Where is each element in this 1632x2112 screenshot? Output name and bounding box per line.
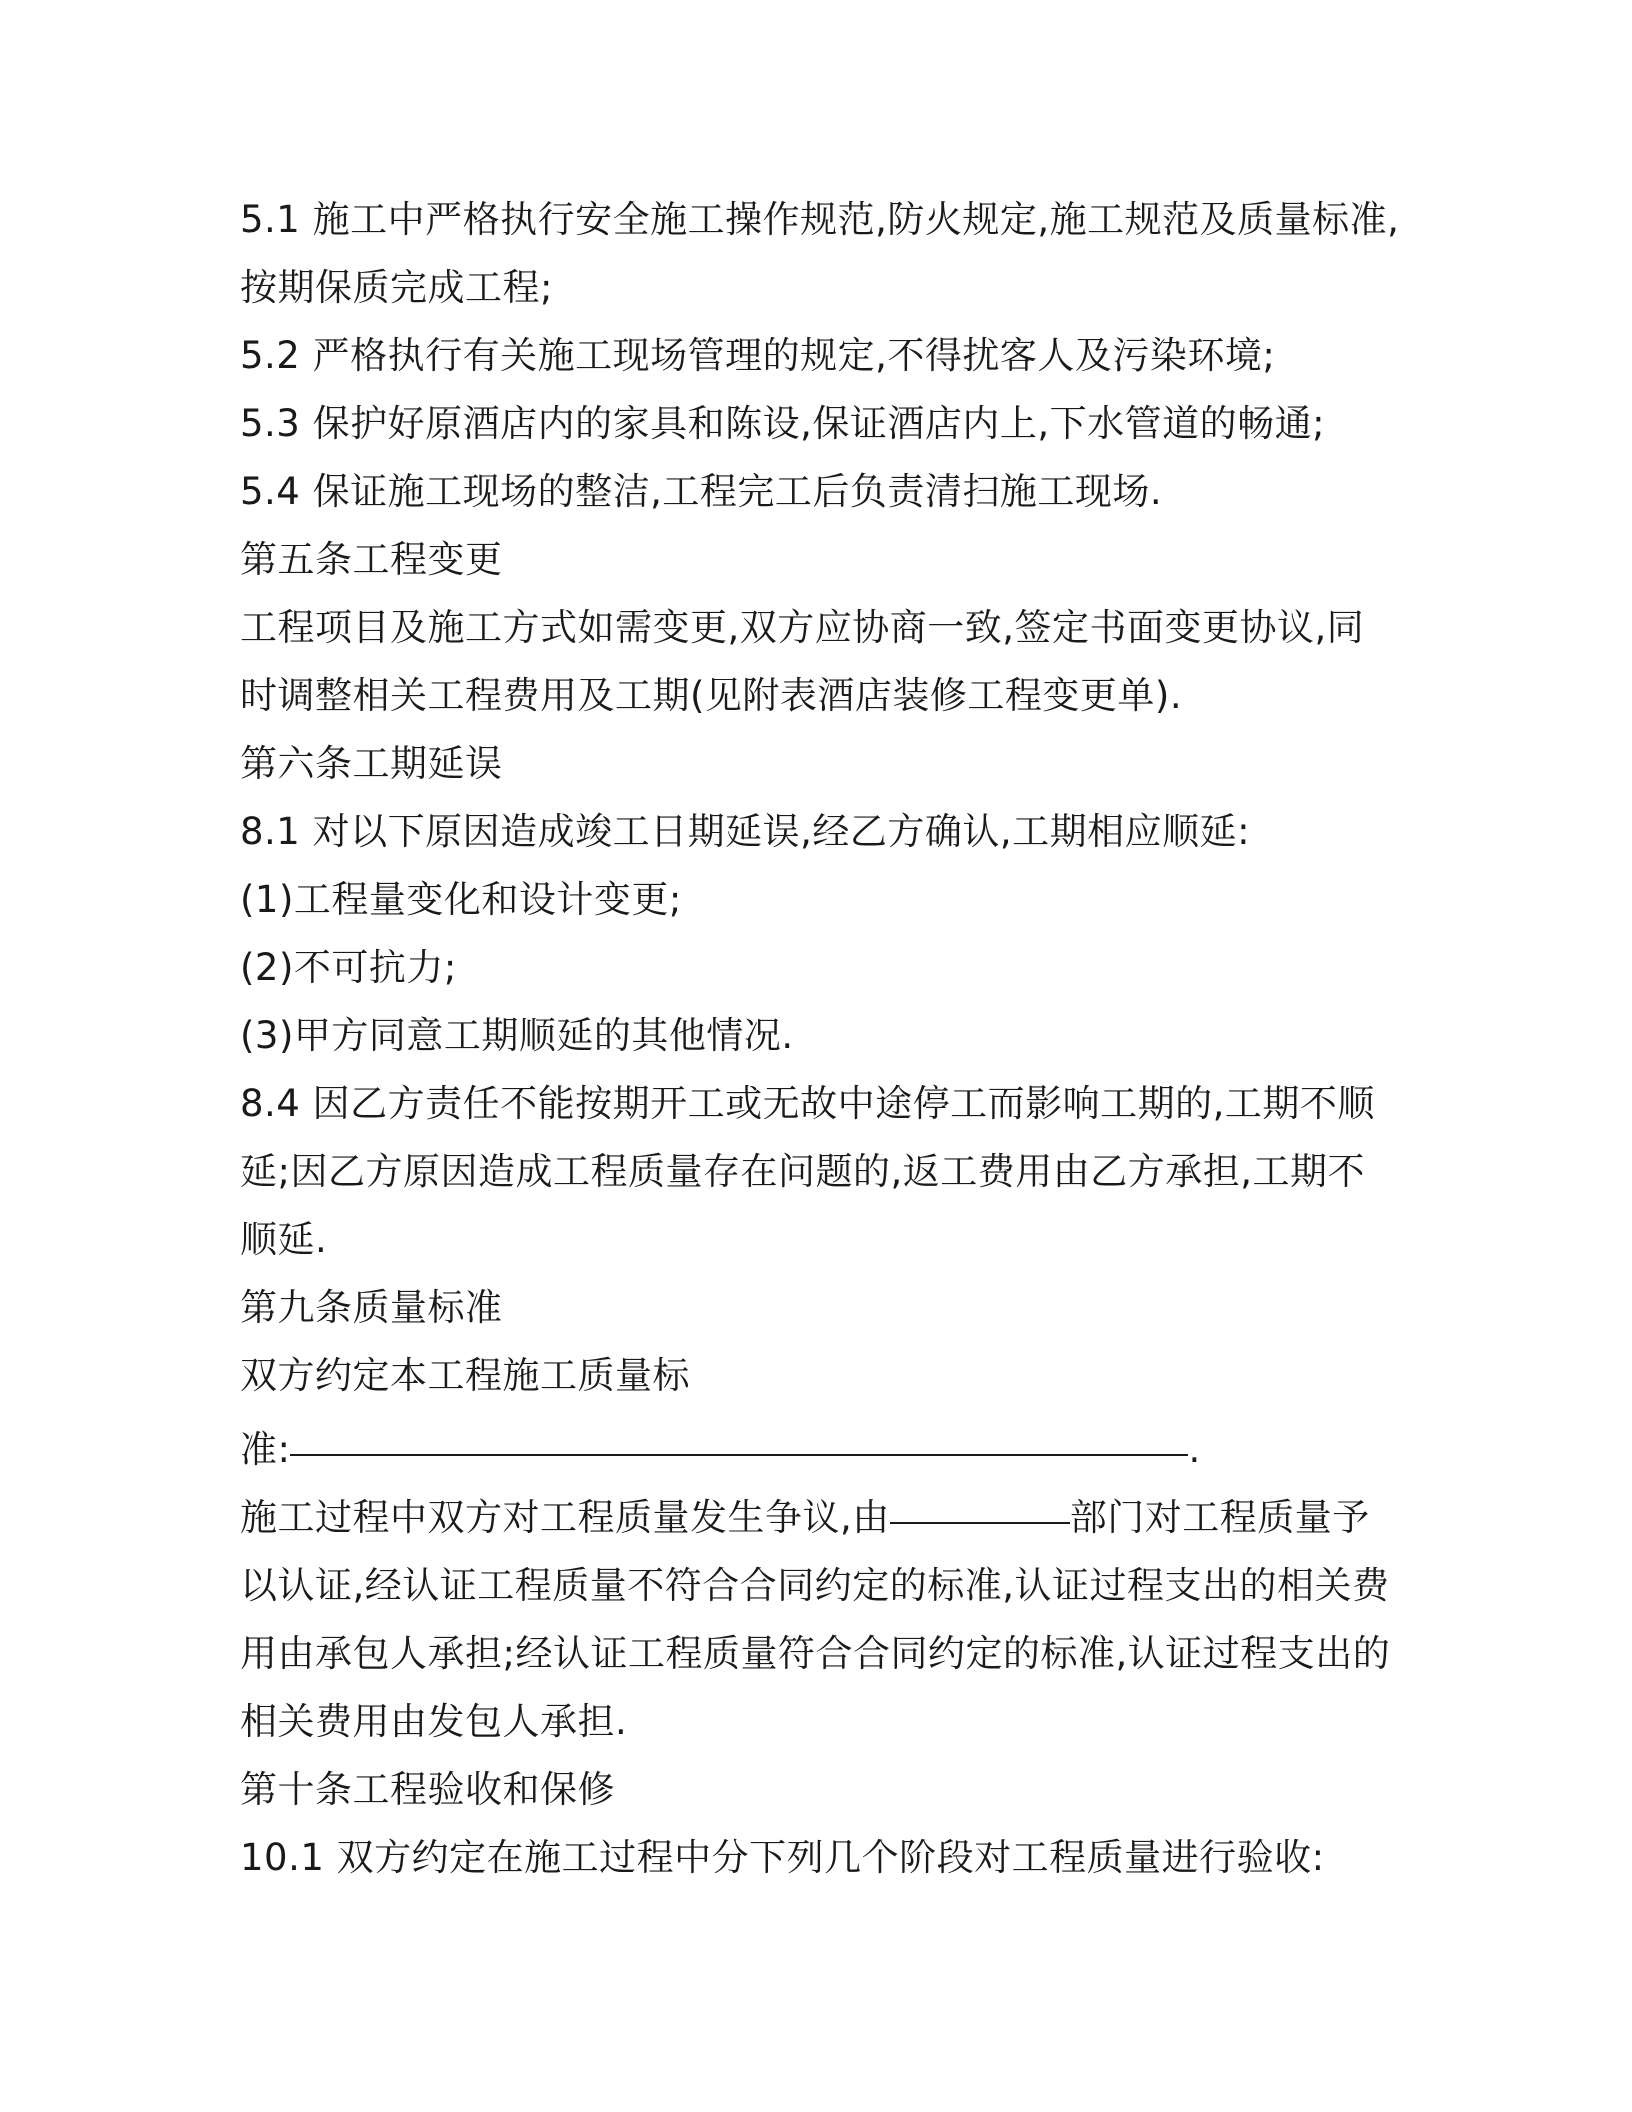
clause-5-3: 5.3 保护好原酒店内的家具和陈设,保证酒店内上,下水管道的畅通; [240,402,1326,445]
quality-standard-line-1: 双方约定本工程施工质量标 [240,1354,690,1397]
change-paragraph-line-2: 时调整相关工程费用及工期(见附表酒店装修工程变更单). [240,674,1183,717]
list-item-2: (2)不可抗力; [240,946,457,989]
section-heading-10: 第十条工程验收和保修 [240,1768,615,1811]
change-paragraph-line-1: 工程项目及施工方式如需变更,双方应协商一致,签定书面变更协议,同 [240,606,1365,649]
clause-5-4: 5.4 保证施工现场的整洁,工程完工后负责清扫施工现场. [240,470,1163,513]
list-item-3: (3)甲方同意工期顺延的其他情况. [240,1014,794,1057]
section-heading-5: 第五条工程变更 [240,538,503,581]
department-blank [890,1484,1070,1524]
dispute-suffix: 部门对工程质量予 [1069,1496,1370,1539]
dispute-paragraph-line-2: 以认证,经认证工程质量不符合合同约定的标准,认证过程支出的相关费 [240,1564,1390,1607]
clause-5-1-line-2: 按期保质完成工程; [240,266,553,309]
section-heading-9: 第九条质量标准 [240,1286,503,1329]
dispute-paragraph-line-4: 相关费用由发包人承担. [240,1700,628,1743]
clause-8-4-line-1: 8.4 因乙方责任不能按期开工或无故中途停工而影响工期的,工期不顺 [240,1082,1375,1125]
quality-standard-suffix: . [1188,1428,1201,1471]
clause-10-1: 10.1 双方约定在施工过程中分下列几个阶段对工程质量进行验收: [240,1836,1325,1879]
dispute-paragraph-line-3: 用由承包人承担;经认证工程质量符合合同约定的标准,认证过程支出的 [240,1632,1391,1675]
clause-8-4-line-2: 延;因乙方原因造成工程质量存在问题的,返工费用由乙方承担,工期不 [240,1150,1365,1193]
dispute-paragraph-line-1 [240,1484,1400,1552]
quality-standard-prefix: 准: [240,1428,291,1471]
list-item-1: (1)工程量变化和设计变更; [240,878,682,921]
clause-8-4-line-3: 顺延. [240,1218,328,1261]
clause-5-2: 5.2 严格执行有关施工现场管理的规定,不得扰客人及污染环境; [240,334,1276,377]
section-heading-6: 第六条工期延误 [240,742,503,785]
quality-standard-blank [290,1416,1188,1456]
dispute-prefix: 施工过程中双方对工程质量发生争议,由 [240,1496,890,1539]
document-body [240,186,1400,1892]
quality-standard-line-2 [240,1416,1400,1484]
clause-5-1-line-1: 5.1 施工中严格执行安全施工操作规范,防火规定,施工规范及质量标准, [240,198,1400,241]
clause-8-1: 8.1 对以下原因造成竣工日期延误,经乙方确认,工期相应顺延: [240,810,1251,853]
